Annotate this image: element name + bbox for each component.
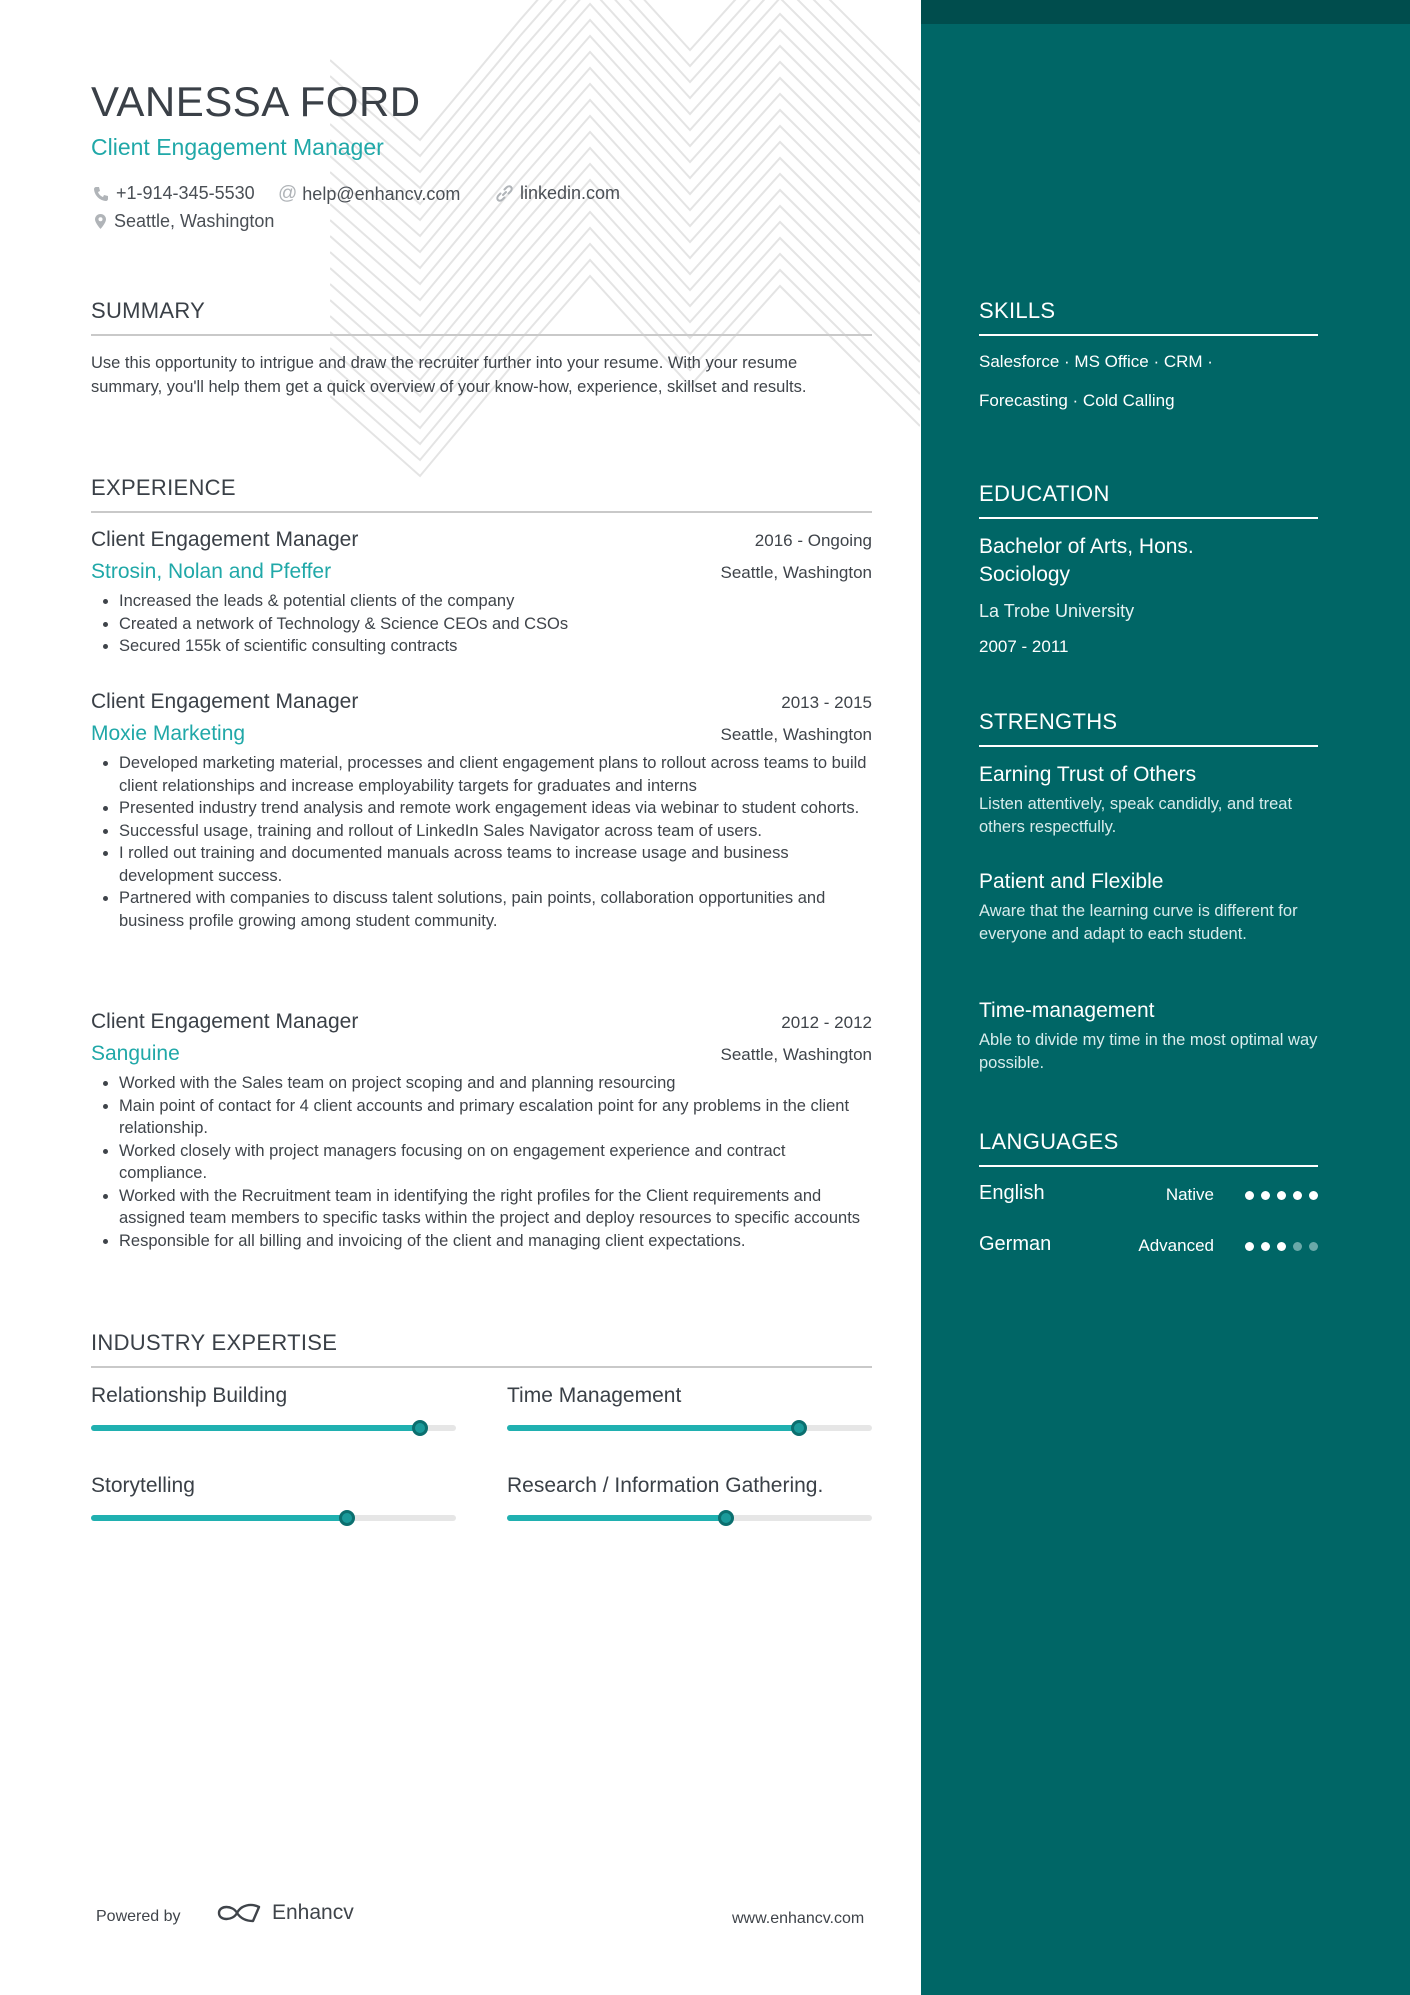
language-rating bbox=[1245, 1242, 1318, 1251]
expertise-bar bbox=[507, 1515, 872, 1521]
enhancv-logo[interactable] bbox=[215, 1901, 354, 1925]
location-text: Seattle, Washington bbox=[114, 211, 275, 231]
contact-location bbox=[94, 211, 274, 232]
footer-url[interactable]: www.enhancv.com bbox=[732, 1910, 865, 1927]
expertise-label: Time Management bbox=[507, 1384, 682, 1407]
education-heading: EDUCATION bbox=[979, 481, 1318, 519]
strength-item bbox=[979, 763, 1318, 838]
sidebar-top-band bbox=[921, 0, 1410, 24]
job-location: Seattle, Washington bbox=[720, 725, 872, 744]
candidate-role: Client Engagement Manager bbox=[91, 134, 384, 160]
job-bullet: • I rolled out training and documented manuals across teams to increase usage and business development success. bbox=[119, 842, 872, 887]
rating-dot-filled bbox=[1277, 1191, 1286, 1200]
contact-link[interactable] bbox=[496, 183, 620, 204]
job-dates: 2016 - Ongoing bbox=[754, 531, 872, 550]
job-location: Seattle, Washington bbox=[720, 1045, 872, 1064]
email-text: help@enhancv.com bbox=[302, 183, 461, 204]
job-company: Sanguine bbox=[91, 1042, 180, 1065]
rating-dot-filled bbox=[1261, 1242, 1270, 1251]
expertise-label: Relationship Building bbox=[91, 1384, 288, 1407]
job-location: Seattle, Washington bbox=[720, 563, 872, 582]
strength-item bbox=[979, 999, 1318, 1074]
job-bullet: • Main point of contact for 4 client accounts and primary escalation point for any problems in the client relationship. bbox=[119, 1095, 872, 1140]
rating-dot-filled bbox=[1277, 1242, 1286, 1251]
expertise-bar-fill bbox=[507, 1425, 799, 1431]
job-bullet: • Worked with the Sales team on project scoping and and planning resourcing bbox=[119, 1072, 872, 1095]
expertise-bar-knob bbox=[339, 1510, 355, 1526]
skills-line: Salesforce · MS Office · CRM · bbox=[979, 352, 1213, 371]
phone-text: +1-914-345-5530 bbox=[116, 183, 255, 203]
languages-heading: LANGUAGES bbox=[979, 1129, 1318, 1167]
job-bullet: • Created a network of Technology & Science CEOs and CSOs bbox=[119, 613, 872, 636]
expertise-bar-fill bbox=[507, 1515, 726, 1521]
job-bullets bbox=[91, 752, 872, 932]
job-bullet: • Developed marketing material, processes and client engagement plans to rollout across teams to build client relationships and increase employability targets for graduates and interns bbox=[119, 752, 872, 797]
job-bullet: • Increased the leads & potential clients of the company bbox=[119, 590, 872, 613]
strength-description: Able to divide my time in the most optimal way possible. bbox=[979, 1031, 1318, 1072]
strength-title: Time-management bbox=[979, 999, 1155, 1022]
powered-by-label: Powered by bbox=[96, 1908, 181, 1925]
language-name: German bbox=[979, 1233, 1052, 1255]
summary-heading: SUMMARY bbox=[91, 298, 872, 336]
expertise-bar-knob bbox=[412, 1420, 428, 1436]
language-row bbox=[979, 1182, 1318, 1212]
education-dates: 2007 - 2011 bbox=[979, 637, 1069, 656]
expertise-bar-fill bbox=[91, 1425, 420, 1431]
enhancv-brand-text: Enhancv bbox=[272, 1901, 354, 1924]
rating-dot-filled bbox=[1293, 1191, 1302, 1200]
job-bullet: • Worked closely with project managers focusing on on engagement experience and contract compliance. bbox=[119, 1140, 872, 1185]
language-level: Native bbox=[1165, 1185, 1214, 1204]
strength-title: Earning Trust of Others bbox=[979, 763, 1197, 786]
education-school: La Trobe University bbox=[979, 601, 1135, 621]
at-icon: @ bbox=[278, 183, 298, 204]
language-row bbox=[979, 1233, 1318, 1263]
job-bullet: • Worked with the Recruitment team in identifying the right profiles for the Client requirements and assigned team members to specific tasks within the project and deploy resources to specific accounts bbox=[119, 1185, 872, 1230]
strength-description: Listen attentively, speak candidly, and treat others respectfully. bbox=[979, 795, 1293, 836]
expertise-heading: INDUSTRY EXPERTISE bbox=[91, 1330, 872, 1368]
expertise-bar bbox=[91, 1515, 456, 1521]
job-dates: 2012 - 2012 bbox=[781, 1013, 872, 1032]
strength-item bbox=[979, 870, 1318, 945]
skills-heading: SKILLS bbox=[979, 298, 1318, 336]
location-pin-icon bbox=[94, 213, 107, 230]
job-bullet: • Presented industry trend analysis and remote work engagement ideas via webinar to student cohorts. bbox=[119, 797, 872, 820]
job-bullet: • Secured 155k of scientific consulting contracts bbox=[119, 635, 872, 658]
rating-dot-filled bbox=[1245, 1191, 1254, 1200]
expertise-bar bbox=[507, 1425, 872, 1431]
contact-email[interactable] bbox=[278, 183, 460, 205]
job-bullet: • Successful usage, training and rollout of LinkedIn Sales Navigator across team of users. bbox=[119, 820, 872, 843]
job-bullet: • Partnered with companies to discuss talent solutions, pain points, collaboration opportunities and business profile growing among student community. bbox=[119, 887, 872, 932]
rating-dot-filled bbox=[1261, 1191, 1270, 1200]
expertise-bar bbox=[91, 1425, 456, 1431]
contact-phone[interactable] bbox=[93, 183, 255, 204]
expertise-item bbox=[91, 1384, 456, 1431]
job-title: Client Engagement Manager bbox=[91, 690, 359, 713]
enhancv-logo-icon bbox=[215, 1901, 263, 1925]
language-rating bbox=[1245, 1191, 1318, 1200]
job-dates: 2013 - 2015 bbox=[781, 693, 872, 712]
expertise-bar-fill bbox=[91, 1515, 347, 1521]
job-bullet: • Responsible for all billing and invoicing of the client and managing client expectations. bbox=[119, 1230, 872, 1253]
education-degree: Bachelor of Arts, Hons. Sociology bbox=[979, 535, 1194, 586]
candidate-name: VANESSA FORD bbox=[91, 78, 421, 125]
strengths-heading: STRENGTHS bbox=[979, 709, 1318, 747]
job-bullets bbox=[91, 1072, 872, 1252]
experience-heading: EXPERIENCE bbox=[91, 475, 872, 513]
experience-entry bbox=[91, 690, 872, 932]
expertise-item bbox=[91, 1474, 456, 1521]
language-name: English bbox=[979, 1182, 1045, 1204]
link-icon bbox=[496, 185, 513, 202]
expertise-item bbox=[507, 1384, 872, 1431]
strength-description: Aware that the learning curve is different for everyone and adapt to each student. bbox=[979, 902, 1298, 943]
job-company: Strosin, Nolan and Pfeffer bbox=[91, 560, 332, 583]
job-title: Client Engagement Manager bbox=[91, 528, 359, 551]
job-company: Moxie Marketing bbox=[91, 722, 246, 745]
language-level: Advanced bbox=[1138, 1236, 1214, 1255]
job-title: Client Engagement Manager bbox=[91, 1010, 359, 1033]
experience-entry bbox=[91, 528, 872, 658]
phone-icon bbox=[93, 186, 109, 202]
rating-dot-filled bbox=[1245, 1242, 1254, 1251]
expertise-item bbox=[507, 1474, 872, 1521]
rating-dot-filled bbox=[1309, 1191, 1318, 1200]
skills-line: Forecasting · Cold Calling bbox=[979, 391, 1175, 410]
strength-title: Patient and Flexible bbox=[979, 870, 1164, 893]
expertise-bar-knob bbox=[791, 1420, 807, 1436]
rating-dot-empty bbox=[1309, 1242, 1318, 1251]
summary-text: Use this opportunity to intrigue and draw the recruiter further into your resume. With your resume summary, you'll help them get a quick overview of your know-how, experience, skillset and results. bbox=[91, 354, 807, 396]
rating-dot-empty bbox=[1293, 1242, 1302, 1251]
expertise-bar-knob bbox=[718, 1510, 734, 1526]
expertise-label: Storytelling bbox=[91, 1474, 195, 1497]
expertise-label: Research / Information Gathering. bbox=[507, 1474, 824, 1497]
link-text: linkedin.com bbox=[520, 183, 621, 203]
experience-entry bbox=[91, 1010, 872, 1252]
job-bullets bbox=[91, 590, 872, 658]
